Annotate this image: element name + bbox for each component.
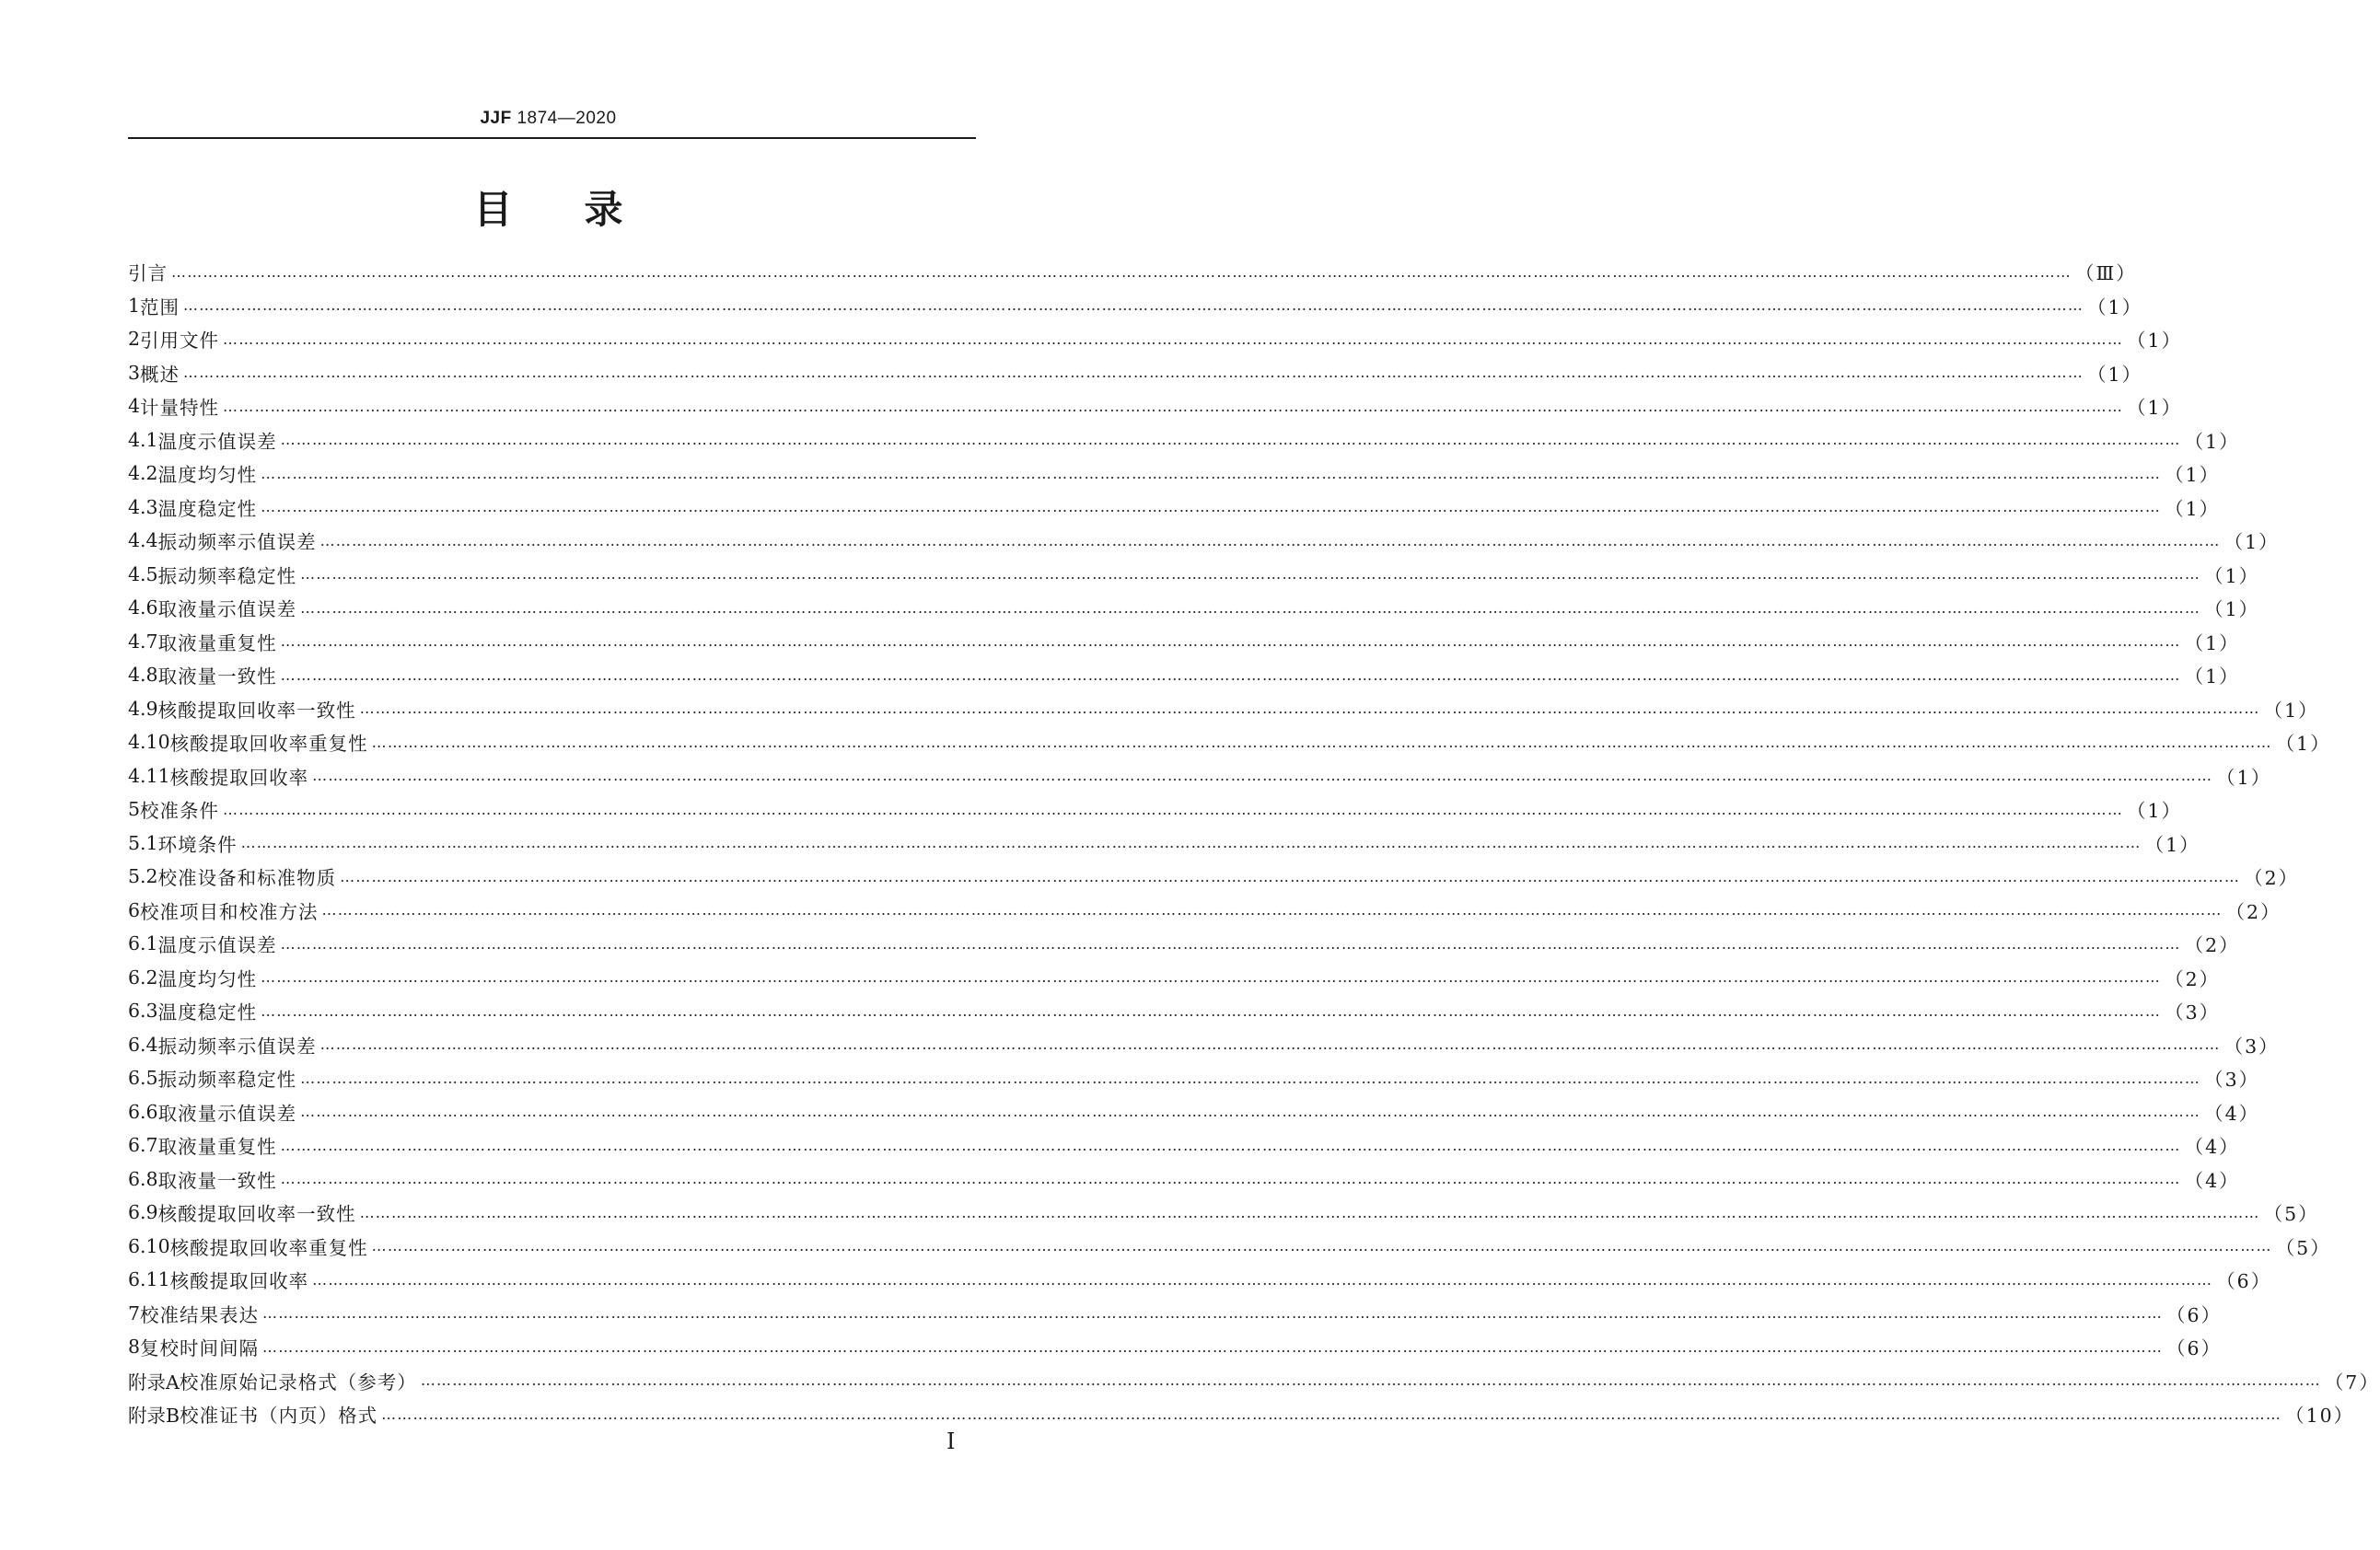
toc-entry-number: 6.10 [128,1234,170,1257]
toc-entry-page: （2） [2165,967,2221,990]
toc-entry-number: 1 [128,294,141,317]
header-rule [128,137,976,139]
page-title: 目录 [473,187,695,232]
toc-leader-dots: ……………………………………………………………………………………………………………………………………………………………………………………………………………………………………………………………………………………………………………………………… [240,834,2142,852]
toc-entry-label: 计量特性 [140,397,220,420]
toc-leader-dots: ……………………………………………………………………………………………………………………………………………………………………………………………………………………………………………………………………………………………………………………………… [223,800,2124,818]
toc-leader-dots: ……………………………………………………………………………………………………………………………………………………………………………………………………………………………………………………………………………………………………………………………… [371,733,2272,751]
toc-entry [128,692,2319,726]
toc-entry-label: 环境条件 [157,833,238,856]
toc-entry [128,558,2260,592]
toc-entry-label: 振动频率示值误差 [157,1035,317,1058]
toc-entry-label: 温度示值误差 [157,430,277,453]
toc-entry-label: 取液量重复性 [157,1136,277,1159]
toc-entry-label: 核酸提取回收率 [169,1270,309,1293]
toc-entry [128,1397,2355,1431]
toc-entry-label: 校准证书（内页）格式 [180,1405,378,1428]
toc-entry-page: （1） [2184,430,2240,453]
toc-entry-page: （1） [2223,531,2280,554]
toc-entry [128,1128,2240,1162]
toc-entry-number: 4.6 [128,596,158,619]
toc-entry-number: 6.7 [128,1134,158,1157]
toc-entry-number: 6.2 [128,966,158,989]
toc-entry [128,1061,2260,1095]
toc-entry [128,1095,2260,1129]
toc-leader-dots: ……………………………………………………………………………………………………………………………………………………………………………………………………………………………………………………………………………………………………………………………… [359,700,2260,718]
toc-entry-label: 温度示值误差 [157,934,277,957]
toc-entry [128,1196,2319,1230]
toc-entry [128,491,2221,525]
toc-entry-number: 4.7 [128,630,158,653]
toc-entry [128,927,2240,961]
toc-leader-dots: ……………………………………………………………………………………………………………………………………………………………………………………………………………………………………………………………………………………………………………………………… [262,1337,2164,1356]
running-header [0,109,1097,129]
toc-entry-label: 校准条件 [140,800,220,823]
toc-entry-number: 6.1 [128,932,158,955]
toc-entry [128,994,2221,1028]
toc-leader-dots: ……………………………………………………………………………………………………………………………………………………………………………………………………………………………………………………………………………………………………………………………… [280,1136,2181,1154]
toc-entry-page: （1） [2165,497,2221,520]
toc-entry-page: （4） [2184,1169,2240,1192]
toc-leader-dots: ……………………………………………………………………………………………………………………………………………………………………………………………………………………………………………………………………………………………………………………………… [312,767,2213,785]
toc-entry [128,827,2200,861]
toc-leader-dots: ……………………………………………………………………………………………………………………………………………………………………………………………………………………………………………………………………………………………………………………………… [183,364,2084,382]
toc-leader-dots: ……………………………………………………………………………………………………………………………………………………………………………………………………………………………………………………………………………………………………………………………… [381,1405,2282,1423]
toc-leader-dots: ……………………………………………………………………………………………………………………………………………………………………………………………………………………………………………………………………………………………………………………………… [280,632,2181,651]
toc-entry-label: 范围 [140,295,180,318]
toc-entry-label: 校准原始记录格式（参考） [179,1371,417,1394]
toc-leader-dots: ……………………………………………………………………………………………………………………………………………………………………………………………………………………………………………………………………………………………………………………………… [319,531,2221,549]
toc-entry-label: 核酸提取回收率一致性 [157,699,356,722]
toc-entry-page: （3） [2223,1035,2280,1058]
toc-entry-label: 温度稳定性 [157,1001,258,1024]
toc-entry-page: （1） [2204,598,2260,621]
toc-entry-page: （7） [2324,1371,2380,1394]
toc-entry [128,1263,2272,1297]
toc-entry-label: 温度均匀性 [157,464,258,487]
toc-entry [128,289,2143,323]
toc-entry-page: （5） [2263,1203,2319,1226]
toc-entry-number: 4.9 [128,697,158,720]
toc-entry-label: 引用文件 [140,330,220,353]
toc-entry-page: （1） [2144,833,2200,856]
toc-entry-label: 核酸提取回收率 [169,766,309,789]
toc-entry-label: 核酸提取回收率重复性 [169,1236,368,1259]
toc-entry-page: （1） [2087,295,2143,318]
toc-entry-page: （2） [2225,900,2281,923]
toc-entry-label: 温度稳定性 [157,497,258,520]
toc-entry-number: 4 [128,395,141,418]
toc-leader-dots: ……………………………………………………………………………………………………………………………………………………………………………………………………………………………………………………………………………………………………………………………… [371,1237,2272,1255]
toc-entry-page: （1） [2127,397,2183,420]
toc-entry-label: 概述 [140,363,180,386]
toc-entry-number: 7 [128,1301,141,1324]
toc-entry-label: 温度均匀性 [157,967,258,990]
toc-entry-label: 核酸提取回收率一致性 [157,1203,356,1226]
toc-entry-label: 校准结果表达 [140,1303,260,1326]
toc-leader-dots: ……………………………………………………………………………………………………………………………………………………………………………………………………………………………………………………………………………………………………………………………… [280,1170,2181,1188]
toc-entry [128,1364,2380,1398]
toc-entry [128,860,2300,894]
toc-entry-number: 6.8 [128,1167,158,1190]
toc-leader-dots: ……………………………………………………………………………………………………………………………………………………………………………………………………………………………………………………………………………………………………………………………… [340,867,2241,885]
toc-entry-page: （4） [2184,1136,2240,1159]
toc-entry-page: （1） [2275,733,2331,756]
toc-entry-number: 附录A [128,1371,180,1394]
toc-entry-page: （1） [2184,665,2240,688]
toc-entry-label: 振动频率稳定性 [157,564,297,587]
toc-entry-page: （3） [2204,1069,2260,1092]
toc-entry-page: （1） [2263,699,2319,722]
toc-entry-page: （1） [2127,800,2183,823]
toc-entry [128,389,2183,423]
toc-entry-number: 4.5 [128,562,158,585]
toc-entry-number: 附录B [128,1405,180,1428]
toc-leader-dots: ……………………………………………………………………………………………………………………………………………………………………………………………………………………………………………………………………………………………………………………………… [319,1035,2221,1054]
toc-entry-page: （2） [2244,867,2300,890]
toc-entry [128,356,2143,390]
toc-leader-dots: ……………………………………………………………………………………………………………………………………………………………………………………………………………………………………………………………………………………………………………………………… [300,598,2201,617]
toc-entry [128,625,2240,659]
toc-entry-page: （10） [2285,1405,2355,1428]
page-folio: Ⅰ [946,1429,956,1454]
toc-entry [128,591,2260,625]
toc-entry-label: 取液量重复性 [157,631,277,654]
toc-entry [128,1028,2280,1062]
toc-entry-number: 5.2 [128,865,158,888]
toc-entry [128,255,2137,289]
toc-entry [128,1330,2223,1364]
toc-entry [128,792,2183,827]
toc-leader-dots: ……………………………………………………………………………………………………………………………………………………………………………………………………………………………………………………………………………………………………………………………… [300,565,2201,584]
toc-entry-page: （1） [2087,363,2143,386]
toc-leader-dots: ……………………………………………………………………………………………………………………………………………………………………………………………………………………………………………………………………………………………………………………………… [183,296,2084,315]
toc-leader-dots: ……………………………………………………………………………………………………………………………………………………………………………………………………………………………………………………………………………………………………………………………… [261,498,2162,516]
toc-entry-label: 复校时间间隔 [140,1337,260,1360]
toc-leader-dots: ……………………………………………………………………………………………………………………………………………………………………………………………………………………………………………………………………………………………………………………………… [280,431,2181,449]
table-of-contents [128,255,2380,1431]
toc-entry-page: （1） [2184,631,2240,654]
toc-entry-label: 校准设备和标准物质 [157,867,337,890]
toc-entry-page: （2） [2184,934,2240,957]
toc-leader-dots: ……………………………………………………………………………………………………………………………………………………………………………………………………………………………………………………………………………………………………………………………… [359,1203,2260,1221]
toc-entry-page: （3） [2165,1001,2221,1024]
toc-leader-dots: ……………………………………………………………………………………………………………………………………………………………………………………………………………………………………………………………………………………………………………………………… [300,1103,2201,1121]
toc-entry-number: 4.1 [128,428,158,451]
toc-entry-number: 6.11 [128,1268,170,1291]
toc-entry [128,961,2221,995]
toc-entry [128,759,2272,793]
toc-entry-page: （1） [2127,330,2183,353]
toc-entry-page: （1） [2216,766,2272,789]
header-prefix: JJF [480,109,512,128]
toc-entry [128,894,2281,928]
toc-leader-dots: ……………………………………………………………………………………………………………………………………………………………………………………………………………………………………………………………………………………………………………………………… [312,1270,2213,1289]
toc-leader-dots: ……………………………………………………………………………………………………………………………………………………………………………………………………………………………………………………………………………………………………………………………… [261,1001,2162,1020]
toc-leader-dots: ……………………………………………………………………………………………………………………………………………………………………………………………………………………………………………………………………………………………………………………………… [261,464,2162,482]
toc-entry-number: 6.4 [128,1033,158,1056]
toc-entry-page: （1） [2165,464,2221,487]
toc-entry-label: 引言 [128,262,168,285]
toc-entry-page: （6） [2166,1337,2223,1360]
toc-entry [128,725,2331,759]
toc-entry-number: 6.3 [128,1000,158,1023]
toc-entry-number: 4.11 [128,764,170,787]
toc-entry-page: （6） [2166,1303,2223,1326]
toc-entry-number: 6.9 [128,1201,158,1224]
toc-entry-number: 4.3 [128,495,158,518]
toc-leader-dots: ……………………………………………………………………………………………………………………………………………………………………………………………………………………………………………………………………………………………………………………………… [420,1371,2321,1390]
toc-entry-number: 5 [128,798,141,821]
toc-entry [128,1162,2240,1197]
toc-entry-number: 8 [128,1336,141,1359]
toc-leader-dots: ……………………………………………………………………………………………………………………………………………………………………………………………………………………………………………………………………………………………………………………………… [321,901,2223,920]
toc-entry-number: 6 [128,898,141,921]
toc-leader-dots: ……………………………………………………………………………………………………………………………………………………………………………………………………………………………………………………………………………………………………………………………… [261,968,2162,987]
toc-leader-dots: ……………………………………………………………………………………………………………………………………………………………………………………………………………………………………………………………………………………………………………………………… [171,262,2072,281]
toc-entry-label: 核酸提取回收率重复性 [169,733,368,756]
toc-entry [128,658,2240,692]
toc-entry-label: 振动频率稳定性 [157,1069,297,1092]
toc-entry [128,1230,2331,1264]
toc-entry-number: 6.5 [128,1067,158,1090]
toc-leader-dots: ……………………………………………………………………………………………………………………………………………………………………………………………………………………………………………………………………………………………………………………………… [223,330,2124,348]
toc-entry-number: 2 [128,328,141,351]
toc-entry-number: 5.1 [128,831,158,854]
toc-entry-number: 6.6 [128,1100,158,1123]
toc-leader-dots: ……………………………………………………………………………………………………………………………………………………………………………………………………………………………………………………………………………………………………………………………… [280,665,2181,684]
toc-entry [128,524,2280,558]
toc-entry-page: （4） [2204,1102,2260,1125]
toc-leader-dots: ……………………………………………………………………………………………………………………………………………………………………………………………………………………………………………………………………………………………………………………………… [262,1304,2164,1323]
toc-entry-number: 4.10 [128,731,170,754]
toc-entry [128,423,2240,457]
toc-entry-label: 取液量示值误差 [157,598,297,621]
toc-leader-dots: ……………………………………………………………………………………………………………………………………………………………………………………………………………………………………………………………………………………………………………………………… [280,934,2181,953]
toc-entry-number: 4.8 [128,664,158,687]
toc-leader-dots: ……………………………………………………………………………………………………………………………………………………………………………………………………………………………………………………………………………………………………………………………… [223,397,2124,415]
toc-entry-page: （1） [2204,564,2260,587]
toc-entry-page: （Ⅲ） [2075,262,2137,285]
toc-entry-page: （6） [2216,1270,2272,1293]
toc-entry-label: 振动频率示值误差 [157,531,317,554]
toc-entry-number: 3 [128,361,141,384]
toc-entry-label: 校准项目和校准方法 [140,900,319,923]
toc-leader-dots: ……………………………………………………………………………………………………………………………………………………………………………………………………………………………………………………………………………………………………………………………… [300,1069,2201,1087]
toc-entry [128,457,2221,491]
toc-entry-label: 取液量一致性 [157,1169,277,1192]
toc-entry-number: 4.2 [128,462,158,485]
toc-entry-number: 4.4 [128,529,158,552]
toc-entry-label: 取液量一致性 [157,665,277,688]
toc-entry [128,322,2183,356]
toc-entry [128,1297,2223,1331]
toc-entry-page: （5） [2275,1236,2331,1259]
toc-entry-label: 取液量示值误差 [157,1102,297,1125]
header-number: 1874—2020 [517,109,617,128]
